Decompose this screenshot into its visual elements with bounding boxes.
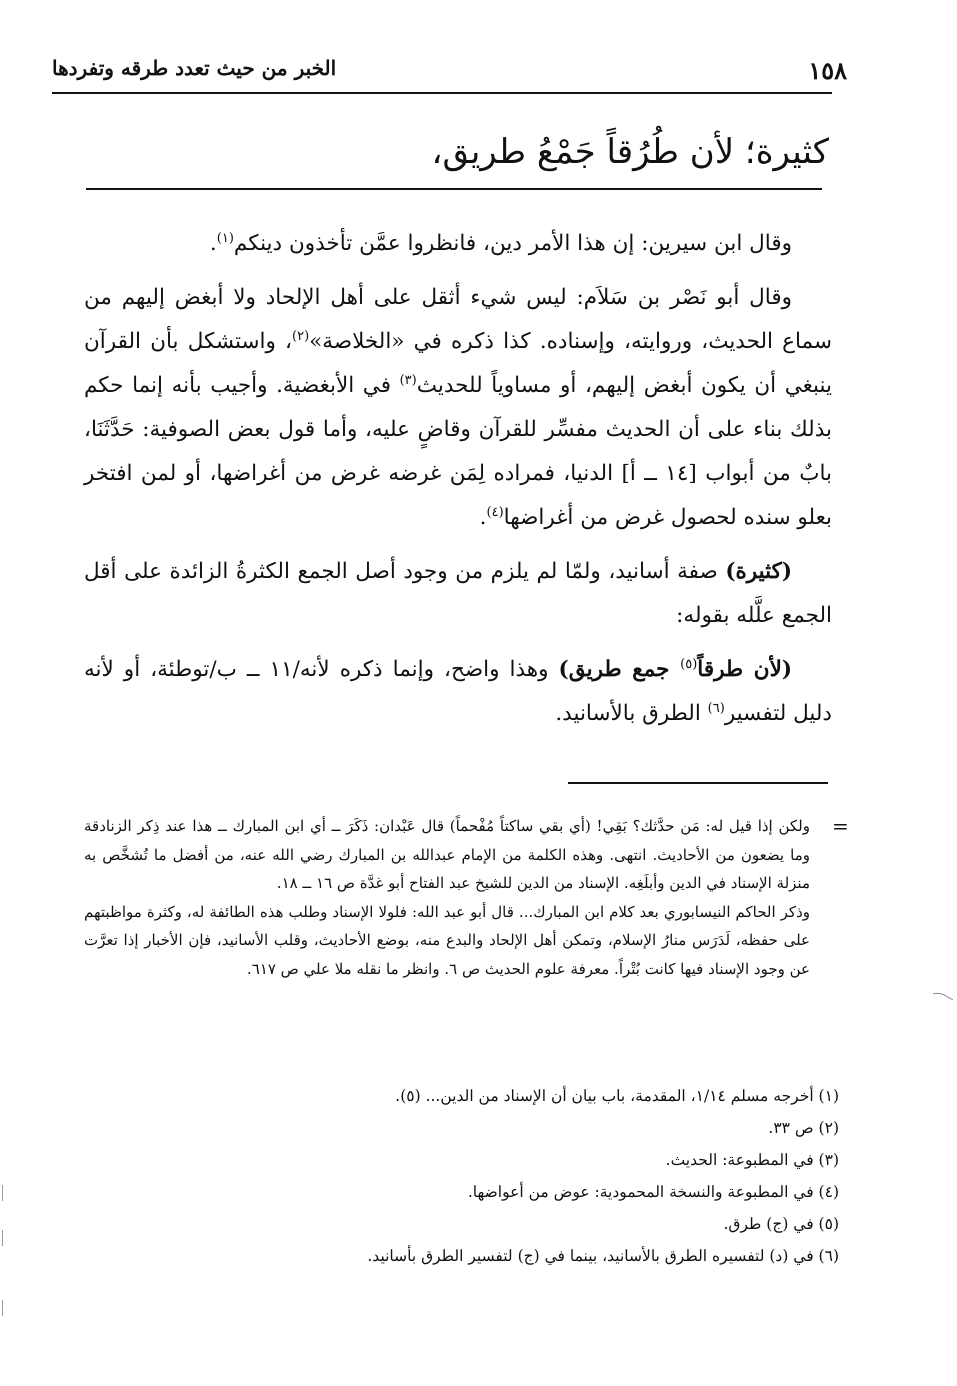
footnote-item: (٣) في المطبوعة: الحديث. (665, 1151, 839, 1169)
footnote-item: (٢) ص ٣٣. (768, 1119, 839, 1137)
matn-text: كثيرة؛ لأن طُرُقاً جَمْعُ طريق، (431, 132, 829, 172)
scan-mark (932, 990, 954, 1002)
matn-rule (86, 188, 822, 190)
footnote-ref-1: (١) (216, 230, 234, 246)
footnote-item: (٥) في (ج) طرق. (723, 1215, 839, 1233)
footnote-ref-4: (٤) (486, 504, 504, 520)
continuation-sign: = (832, 814, 849, 838)
footnote-item: (٦) في (د) لتفسيره الطرق بالأسانيد، بينما في (ج) لتفسير الطرق بأسانيد. (367, 1247, 839, 1265)
header-rule (52, 92, 832, 94)
continued-footnote (84, 812, 810, 983)
footnote-item: (١) أخرجه مسلم ١/١٤، المقدمة، باب بيان أن الإسناد من الدين... (٥). (395, 1087, 839, 1105)
binding-mark (2, 1185, 3, 1201)
paragraph-ibn-sirin: وقال ابن سيرين: إن هذا الأمر دين، فانظروا عمَّن تأخذون دينكم$^{(١)}$. (209, 230, 792, 256)
commentary-body (84, 222, 832, 746)
paragraph-kathira: (كثيرة) صفة أسانيد، ولمّا لم يلزم من وجود أصل الجمع الكثرةُ الزائدة على أقل الجمع علَّله بقوله: (84, 559, 832, 628)
paragraph-abu-nasr: وقال أبو نَصْر بن سَلاَم: ليس شيء أثقل على أهل الإلحاد ولا أبغض إليهم من سماع الحديث، وروايته، وإسناده. كذا ذكره في «الخلاصة»$^{(٢)}$، واستشكل بأن القرآن ينبغي أن يكون أبغض إليهم، أو مساوياً للحديث$^{(٣)}$ في الأبغضية. وأجيب بأنه إنما حكم بذلك بناء على أن الحديث مفسِّر للقرآن وقاضٍ عليه، وأما قول بعض الصوفية: حَدَّثَنَا، بابٌ من أبواب [١٤ ــ أ] الدنيا، فمراده لِمَن غرضه غرض من أغراضها، أو لمن افتخر بعلو سنده لحصول غرض من أغراضها$^{(٤)}$. (84, 285, 832, 530)
footnote-ref-2: (٢) (292, 328, 310, 344)
matn-quote: (لأن طرقاً (697, 657, 792, 682)
matn-quote: (كثيرة) (725, 559, 792, 584)
binding-mark (2, 1230, 3, 1246)
footnote-item: (٤) في المطبوعة والنسخة المحمودية: عوض من أعواضها. (467, 1183, 839, 1201)
footnotes-list (119, 1080, 839, 1272)
matn-quote: جمع طريق) (558, 657, 681, 682)
running-header-title: الخبر من حيث تعدد طرقه وتفردها (52, 56, 337, 80)
paragraph-turuq: (لأن طرقاً$^{(٥)}$ جمع طريق) وهذا واضح، وإنما ذكره لأنه/١١ ــ ب/توطئة، أو لأنه دليل لتفسير$^{(٦)}$ الطرق بالأسانيد. (84, 656, 832, 726)
footnote-separator (568, 782, 828, 784)
footnote-ref-6: (٦) (707, 700, 725, 716)
page-number: ١٥٨ (808, 56, 847, 85)
footnote-ref-3: (٣) (399, 372, 417, 388)
binding-mark (2, 1300, 3, 1316)
continued-note-para-2: وذكر الحاكم النيسابوري بعد كلام ابن المبارك... قال أبو عبد الله: فلولا الإسناد وطلب هذه الطائفة له، وكثرة مواظبتهم على حفظه، لَدَرَس منارُ الإسلام، وتمكن أهل الإلحاد والبدع منه، بوضع الأحاديث، وقلب الأسانيد، فإن الأخبار إذا تعرَّت عن وجود الإسناد فيها كانت بُتْراً. معرفة علوم الحديث ص ٦. وانظر ما نقله ملا علي ص ٦١٧. (84, 902, 810, 978)
footnote-ref-5: (٥) (680, 656, 698, 672)
continued-note-para-1: ولكن إذا قيل له: مَن حدَّثك؟ بَقِي! (أي بقي ساكتاً مُفْحماً) قال عَبْدان: ذَكَرَ ــ أي ابن المبارك ــ هذا عند ذِكر الزنادقة وما يضعون من الأحاديث. انتهى. وهذه الكلمة من الإمام عبدالله بن المبارك رضي الله عنه، من أفضل ما تُشخَّص به منزلة الإسناد في الدين وأبلَغِه. الإسناد من الدين للشيخ عبد الفتاح أبو غدَّة ص ١٦ ــ ١٨. (84, 817, 810, 892)
